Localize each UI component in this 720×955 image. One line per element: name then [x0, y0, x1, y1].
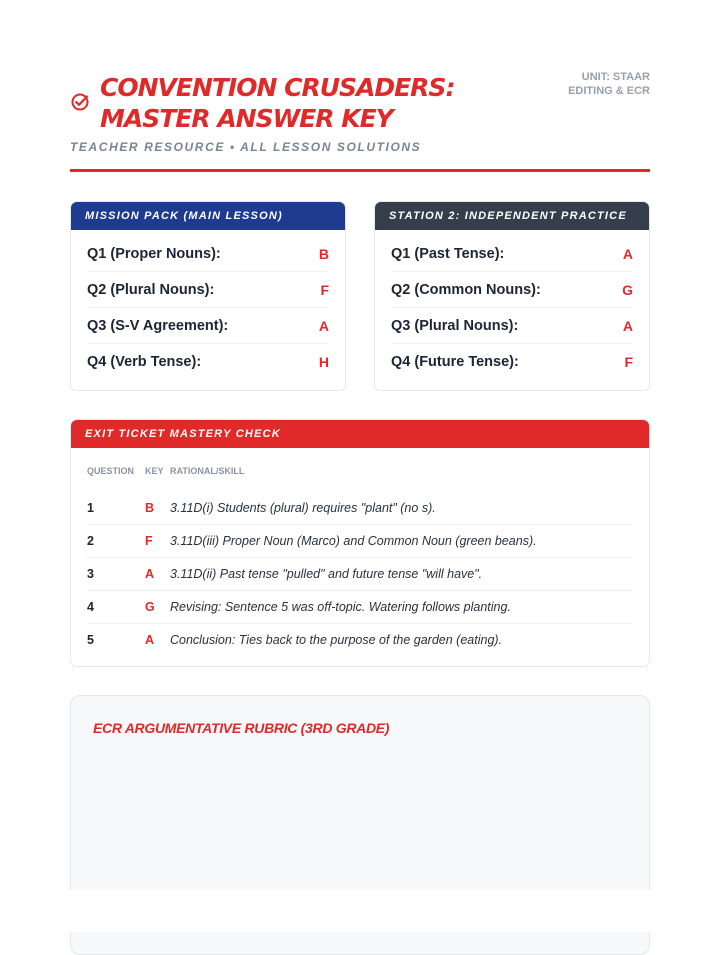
question-label: Q1 (Proper Nouns):	[87, 245, 221, 262]
answer-key: A	[622, 245, 633, 262]
answer-key: B	[145, 501, 155, 515]
table-row	[87, 558, 633, 591]
question-number: 1	[87, 501, 94, 515]
question-label: Q2 (Plural Nouns):	[87, 281, 215, 298]
rationale-text: 3.11D(ii) Past tense "pulled" and future tense "will have".	[170, 567, 483, 581]
column-header-key: KEY	[145, 466, 164, 476]
question-number: 2	[87, 534, 94, 548]
table-body	[87, 492, 633, 656]
exit-ticket-heading: EXIT TICKET MASTERY CHECK	[71, 420, 649, 448]
table-row	[87, 591, 633, 624]
exit-ticket-table	[71, 448, 649, 656]
rationale-text: Revising: Sentence 5 was off-topic. Watering follows planting.	[170, 600, 511, 614]
answer-key: A	[318, 317, 329, 334]
answer-key: G	[145, 600, 155, 614]
rubric-title: ECR ARGUMENTATIVE RUBRIC (3RD GRADE)	[93, 720, 390, 736]
answer-key: B	[318, 245, 329, 262]
unit-line-2: EDITING & ECR	[568, 85, 650, 97]
question-label: Q3 (S-V Agreement):	[87, 317, 229, 334]
header-divider	[70, 169, 650, 172]
list-item	[87, 236, 329, 272]
answer-key: H	[318, 353, 329, 370]
table-row	[87, 492, 633, 525]
station-2-heading: STATION 2: INDEPENDENT PRACTICE	[375, 202, 649, 230]
station-2-list	[375, 230, 649, 379]
question-label: Q3 (Plural Nouns):	[391, 317, 519, 334]
question-number: 4	[87, 600, 94, 614]
question-label: Q4 (Future Tense):	[391, 353, 519, 370]
question-number: 3	[87, 567, 94, 581]
title-line-2: MASTER ANSWER KEY	[100, 104, 393, 133]
question-label: Q1 (Past Tense):	[391, 245, 505, 262]
list-item	[391, 236, 633, 272]
list-item	[391, 344, 633, 379]
answer-key: G	[622, 281, 633, 298]
list-item	[87, 308, 329, 344]
unit-label	[568, 70, 650, 98]
answer-key: F	[320, 281, 329, 298]
check-circle-icon	[70, 92, 90, 112]
answer-key: A	[145, 633, 155, 647]
rationale-text: Conclusion: Ties back to the purpose of the garden (eating).	[170, 633, 503, 647]
mission-pack-card	[70, 201, 346, 391]
page-subtitle: TEACHER RESOURCE • ALL LESSON SOLUTIONS	[70, 140, 422, 154]
page-title	[100, 72, 520, 134]
rationale-text: 3.11D(iii) Proper Noun (Marco) and Common Noun (green beans).	[170, 534, 537, 548]
list-item	[391, 308, 633, 344]
list-item	[391, 272, 633, 308]
unit-line-1: UNIT: STAAR	[581, 71, 650, 83]
table-row	[87, 624, 633, 656]
question-label: Q2 (Common Nouns):	[391, 281, 541, 298]
list-item	[87, 344, 329, 379]
station-2-card	[374, 201, 650, 391]
answer-key: A	[145, 567, 155, 581]
title-line-1: CONVENTION CRUSADERS:	[100, 73, 455, 102]
answer-key: F	[624, 353, 633, 370]
mission-pack-heading: MISSION PACK (MAIN LESSON)	[71, 202, 345, 230]
question-number: 5	[87, 633, 94, 647]
column-header-rationale: RATIONAL/SKILL	[170, 466, 245, 476]
answer-key: F	[145, 534, 153, 548]
list-item	[87, 272, 329, 308]
mission-pack-list	[71, 230, 345, 379]
table-header	[87, 466, 633, 484]
column-header-question: QUESTION	[87, 466, 135, 476]
exit-ticket-card	[70, 419, 650, 667]
question-label: Q4 (Verb Tense):	[87, 353, 202, 370]
rationale-text: 3.11D(i) Students (plural) requires "plant" (no s).	[170, 501, 436, 515]
table-row	[87, 525, 633, 558]
page-bottom-mask	[0, 890, 720, 932]
answer-key: A	[622, 317, 633, 334]
